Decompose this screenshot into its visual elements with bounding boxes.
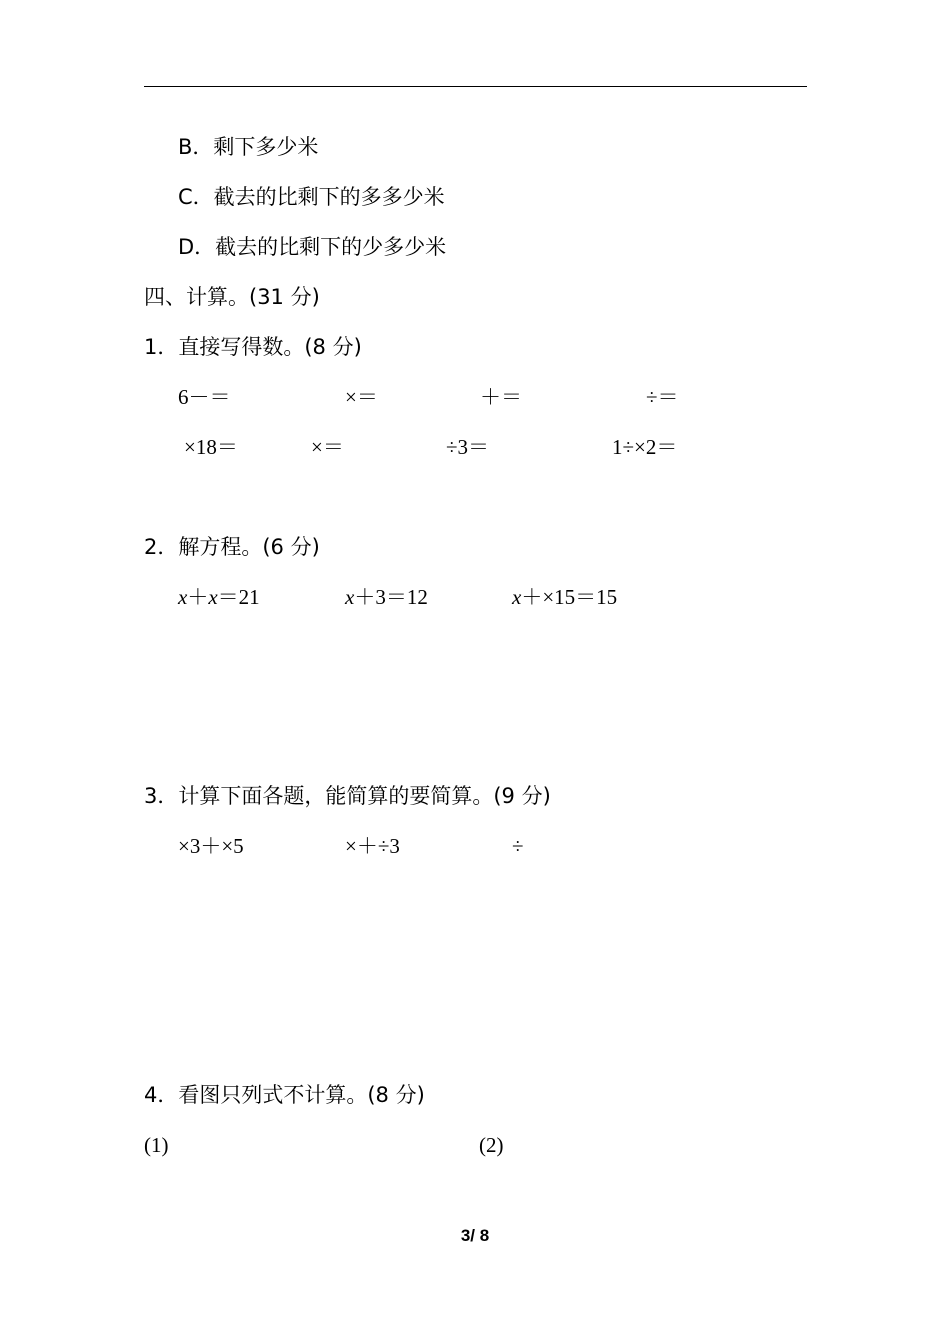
q1-expr-7: ÷3＝ bbox=[446, 435, 490, 459]
q3-expr-3: ÷ bbox=[512, 834, 524, 858]
q1-expr-2: ×＝ bbox=[345, 385, 378, 409]
question-2-title: 2．解方程。(6 分) bbox=[144, 535, 320, 559]
equation-2: x＋3＝12 bbox=[345, 585, 428, 609]
q4-label-1: (1) bbox=[144, 1133, 169, 1157]
q4-label-2: (2) bbox=[479, 1133, 504, 1157]
equation-3: x＋×15＝15 bbox=[512, 585, 618, 609]
q1-expr-6: ×＝ bbox=[311, 435, 344, 459]
question-3-title: 3．计算下面各题，能简算的要简算。(9 分) bbox=[144, 784, 551, 808]
equation-1: x＋x＝21 bbox=[178, 585, 260, 609]
q3-expr-1: ×3＋×5 bbox=[178, 834, 244, 858]
q1-expr-3: ＋＝ bbox=[480, 385, 522, 409]
q3-expr-2: ×＋÷3 bbox=[345, 834, 400, 858]
option-c: C．截去的比剩下的多多少米 bbox=[178, 185, 445, 209]
option-b: B．剩下多少米 bbox=[178, 135, 319, 159]
question-1-title: 1．直接写得数。(8 分) bbox=[144, 335, 362, 359]
q1-expr-4: ÷＝ bbox=[646, 385, 679, 409]
page-number: 3/ 8 bbox=[460, 1226, 490, 1245]
option-d: D．截去的比剩下的少多少米 bbox=[178, 235, 447, 259]
q1-expr-1: 6－＝ bbox=[178, 385, 231, 409]
question-4-title: 4．看图只列式不计算。(8 分) bbox=[144, 1083, 425, 1107]
section-title: 四、计算。(31 分) bbox=[144, 285, 320, 309]
q1-expr-8: 1÷×2＝ bbox=[612, 435, 678, 459]
q1-expr-5: ×18＝ bbox=[184, 435, 238, 459]
header-rule bbox=[144, 86, 807, 87]
